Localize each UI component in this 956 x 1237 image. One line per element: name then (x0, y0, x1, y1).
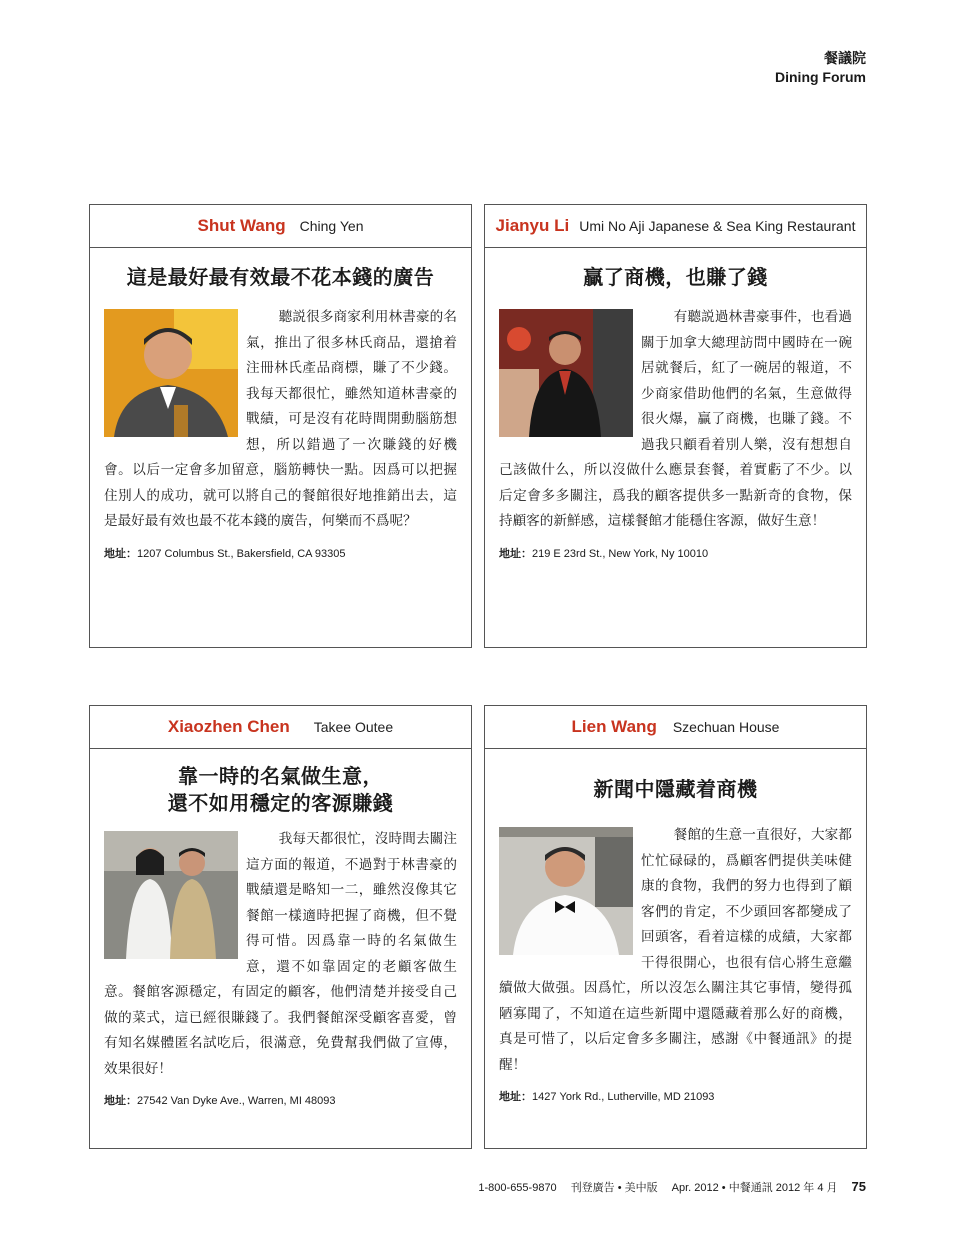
interview-card-xiaozhen-chen (89, 705, 472, 1149)
footer-phone: 1-800-655-9870 (478, 1182, 557, 1194)
address-value: 219 E 23rd St., New York, Ny 10010 (532, 547, 709, 560)
address (104, 1092, 457, 1108)
address (499, 1088, 852, 1104)
card-text: 餐館的生意一直很好，大家都忙忙碌碌的，爲顧客們提供美味健康的食物，我們的努力也得到了顧客們的肯定，不少頭回客都變成了回頭客，看着這樣的成績，大家都干得很開心，也很有信心將生意繼續做大做强。因爲忙，所以沒怎么關注其它事情，變得孤陋寡聞了，不知道在這些新聞中還隱藏着那么好的商機，真是可惜了，以后定會多多關注，感謝《中餐通訊》的提醒！ (499, 827, 852, 1073)
section-header (775, 50, 866, 86)
card-text: 我每天都很忙，沒時間去關注這方面的報道，不過對于林書豪的戰績還是略知一二，雖然沒像其它餐館一樣適時把握了商機，但不覺得可惜。因爲靠一時的名氣做生意，還不如靠固定的老顧客做生意。餐館客源穩定，有固定的顧客，他們清楚并接受自己做的菜式，這已經很賺錢了。我們餐館深受顧客喜愛，曾有知名媒體匿名試吃后，很滿意，免費幫我們做了宣傳，效果很好！ (104, 831, 457, 1077)
card-header (485, 706, 866, 749)
interviewee-name: Lien Wang (571, 717, 657, 736)
restaurant-name: Umi No Aji Japanese & Sea King Restaurant (579, 218, 856, 234)
address-value: 1207 Columbus St., Bakersfield, CA 93305 (137, 547, 346, 560)
address-label: 地址： (499, 546, 532, 560)
portrait-photo (104, 309, 238, 437)
card-body (499, 823, 852, 1078)
card-header (90, 205, 471, 248)
restaurant-name: Takee Outee (313, 719, 394, 735)
interview-card-jianyu-li (484, 204, 867, 648)
card-headline: 靠一時的名氣做生意， 還不如用穩定的客源賺錢 (167, 764, 394, 815)
page-number: 75 (851, 1179, 866, 1194)
card-header (90, 706, 471, 749)
card-headline: 贏了商機，也賺了錢 (583, 265, 768, 289)
interviewee-name: Shut Wang (197, 216, 286, 235)
portrait-photo (499, 827, 633, 955)
card-body (104, 827, 457, 1082)
card-body (104, 305, 457, 535)
interview-card-lien-wang (484, 705, 867, 1149)
interviewee-name: Xiaozhen Chen (167, 717, 290, 736)
section-title-zh: 餐議院 (824, 51, 866, 67)
card-body (499, 305, 852, 535)
portrait-photo (104, 831, 238, 959)
card-text: 聽説很多商家利用林書豪的名氣，推出了很多林氏商品，還搶着注冊林氏產品商標，賺了不少錢。我每天都很忙，雖然知道林書豪的戰績，可是沒有花時間開動腦筋想想，所以錯過了一次賺錢的好機會。以后一定會多加留意，腦筋轉快一點。因爲可以把握住別人的成功，就可以將自己的餐館很好地推銷出去，這是最好最有效也最不花本錢的廣告，何樂而不爲呢？ (104, 309, 457, 529)
address-label: 地址： (499, 1090, 532, 1103)
portrait-photo (499, 309, 633, 437)
card-headline: 新聞中隱藏着商機 (593, 777, 758, 801)
page-footer (478, 1179, 866, 1195)
card-headline: 這是最好最有效最不花本錢的廣告 (126, 265, 435, 289)
address-value: 27542 Van Dyke Ave., Warren, MI 48093 (137, 1095, 336, 1107)
footer-ad-label: 刊登廣告 • 美中版 (570, 1182, 658, 1194)
restaurant-name: Szechuan House (672, 719, 780, 735)
restaurant-name: Ching Yen (299, 218, 364, 234)
section-title-en: Dining Forum (775, 69, 866, 85)
address (104, 545, 457, 561)
address-label: 地址： (104, 546, 137, 560)
card-text: 有聽説過林書豪事件，也看過關于加拿大總理訪問中國時在一碗居就餐后，紅了一碗居的報道，不少商家借助他們的名氣，生意做得很火爆，贏了商機，也賺了錢。不過我只顧看着別人樂，沒有想想自己該做什么，所以沒做什么應景套餐，着實虧了不少。以后定會多多關注，爲我的顧客提供多一點新奇的食物，保持顧客的新鮮感，這樣餐館才能穩住客源，做好生意！ (499, 309, 852, 529)
card-header (485, 205, 866, 248)
interview-card-shut-wang (89, 204, 472, 648)
address-value: 1427 York Rd., Lutherville, MD 21093 (532, 1091, 715, 1103)
interviewee-name: Jianyu Li (495, 216, 570, 235)
address (499, 545, 852, 561)
footer-issue: Apr. 2012 • 中餐通訊 2012 年 4 月 (671, 1182, 838, 1194)
address-label: 地址： (104, 1094, 137, 1107)
